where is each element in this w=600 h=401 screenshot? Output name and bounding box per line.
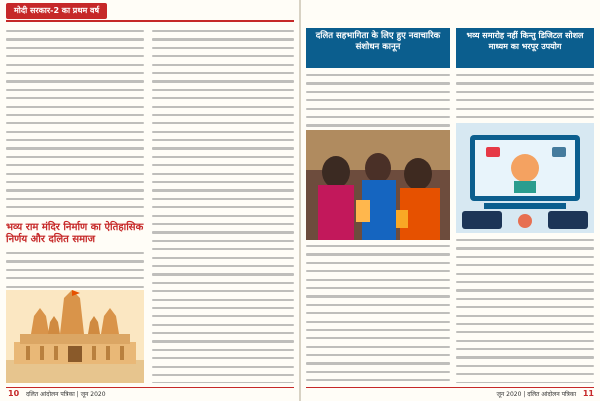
- headline-box-left: [306, 28, 450, 68]
- subheading: भव्य राम मंदिर निर्माण का ऐतिहासिक निर्णय और दलित समाज: [6, 222, 144, 245]
- article-column-right-2: [456, 72, 594, 120]
- footer-brand-right: जून 2020 | दलित आंदोलन पत्रिका: [496, 391, 576, 398]
- headline-right: भव्य समारोह नहीं किन्तु डिजिटल सोशल माध्यम का भरपूर उपयोग: [466, 31, 584, 51]
- article-column-right-2b: [456, 237, 594, 383]
- article-column-left-2: [152, 28, 294, 383]
- left-page-footer: [0, 387, 300, 401]
- crowd-photo: [306, 130, 450, 240]
- headline-left: दलित सहभागिता के लिए हुए नवाचारिक संशोधन कानून: [315, 31, 441, 52]
- page-gutter: [299, 0, 301, 401]
- article-column-right-1b: [306, 243, 450, 383]
- article-column-right-1: [306, 72, 450, 127]
- section-header: [0, 0, 300, 22]
- article-column-left-1: [6, 28, 144, 218]
- page-number-right: 11: [582, 389, 594, 398]
- headline-box-right: [456, 28, 594, 68]
- section-rule: [6, 20, 294, 22]
- page-number-left: 10: [8, 389, 20, 398]
- article-column-left-1b: [6, 250, 144, 288]
- temple-illustration: [6, 290, 144, 383]
- section-tab: मोदी सरकार-2 का प्रथम वर्ष: [6, 3, 107, 19]
- digital-media-illustration: [456, 123, 594, 233]
- footer-brand-left: दलित आंदोलन पत्रिका | जून 2020: [26, 391, 106, 398]
- right-page-footer: [300, 387, 600, 401]
